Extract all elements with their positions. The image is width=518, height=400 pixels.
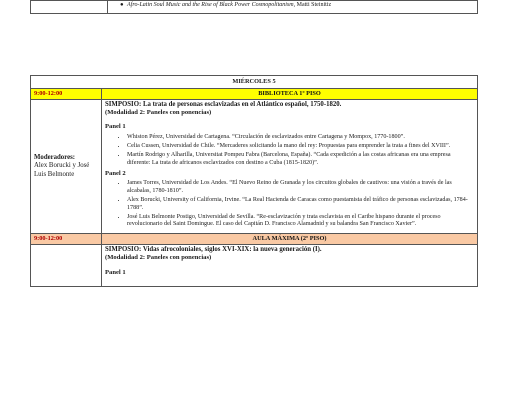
previous-page-table [30, 0, 478, 14]
list-item: • Martín Rodrigo y Alharilla, Universitat Pompeu Fabra (Barcelona, España). “Cada expedición a las costas africanas era una empresa diferente: La trata de africanos esclavizados con destino a Cuba (1815-1820)”. [127, 152, 474, 167]
session-body-row [31, 244, 478, 286]
modalidad-label: (Modalidad 2: Paneles con ponencias) [105, 109, 212, 117]
moderators-cell [31, 244, 102, 286]
session-venue: BIBLIOTECA 1º PISO [102, 88, 478, 99]
list-item: • Whiston Pérez, Universidad de Cartagena. “Circulación de esclavizados entre Cartagena y Mompox, 1770-1800”. [127, 134, 474, 142]
list-item: • James Torres, Universidad de Los Andes. “El Nuevo Reino de Granada y los circuitos globales de cautivos: una visión a través de las alcabalas, 1780-1810”. [127, 180, 474, 195]
session-time: 9:00-12:00 [31, 88, 102, 99]
session-body-row [31, 99, 478, 233]
panel-label: Panel 1 [105, 268, 126, 276]
item-author: , Matti Steinitiz [293, 2, 332, 8]
panel-label: Panel 2 [105, 170, 126, 178]
list-item: • Celia Cussen, Universidad de Chile. “Mercaderes solicitando la mano del rey: Propuestas para emprender la trata a fines del XVIII”. [127, 143, 474, 151]
moderators-names: Alex Borucki y José Luis Belmonte [34, 162, 90, 178]
session-content [102, 99, 478, 233]
day-header-row [31, 76, 478, 89]
session-header-row [31, 88, 478, 99]
moderators-label: Moderadores: [34, 153, 76, 161]
top-list-item [108, 1, 478, 14]
list-item: • José Luis Belmonte Postigo, Universidad de Sevilla. “Re-esclavización y trata esclavista en el Caribe hispano durante el proceso revolucionario del Saint Domingue. El caso del Capitán D. Francisco Alamadnid y su balandra San Francisco Xavier”. [127, 214, 474, 229]
day-header: MIÉRCOLES 5 [31, 76, 478, 89]
session-header-row [31, 234, 478, 245]
symposium-title: SIMPOSIO: La trata de personas esclavizadas en el Atlántico español, 1750-1820. [105, 100, 342, 108]
schedule-table [30, 75, 478, 287]
session-time: 9:00-12:00 [31, 234, 102, 245]
empty-cell [31, 1, 108, 14]
list-item: • Alex Borucki, University of California, Irvine. “La Real Hacienda de Caracas como puestamista del tráfico de personas esclavizadas, 1784-1788”. [127, 197, 474, 212]
bullet-icon: ● [120, 2, 124, 8]
item-title: Afro-Latin Soul Music and the Rise of Black Power Cosmopolitanism [127, 2, 294, 8]
symposium-title: SIMPOSIO: Vidas afrocoloniales, siglos XVI-XIX: la nueva generación (I). [105, 245, 322, 253]
panel-list [105, 180, 474, 229]
spacer [105, 279, 474, 285]
panel-list [105, 134, 474, 167]
modalidad-label: (Modalidad 2: Paneles con ponencias) [105, 254, 212, 262]
panel-label: Panel 1 [105, 123, 126, 131]
moderators-cell [31, 99, 102, 233]
session-content [102, 244, 478, 286]
session-venue: AULA MÁXIMA (2º PISO) [102, 234, 478, 245]
